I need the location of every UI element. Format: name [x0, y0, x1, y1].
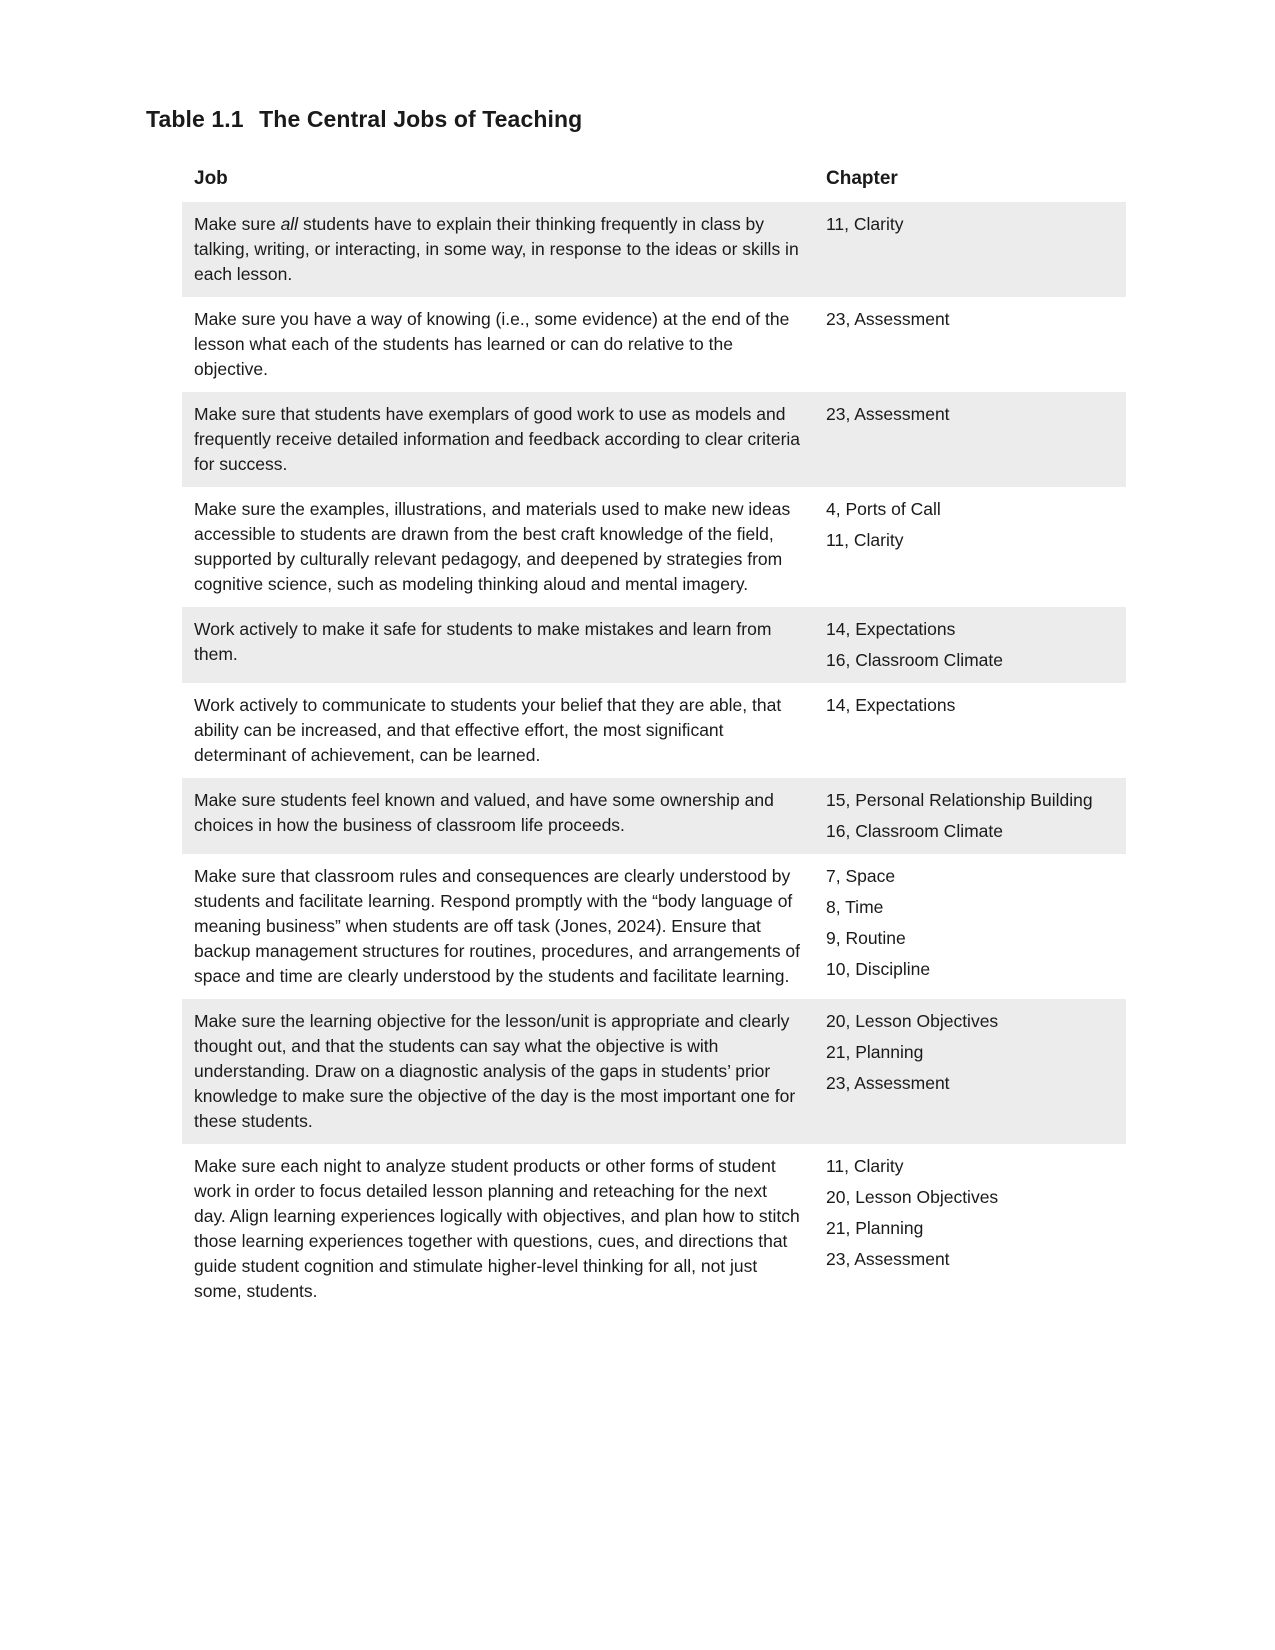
job-cell: Make sure that classroom rules and consequences are clearly understood by students and facilitate learning. Respond promptly with the “body language of meaning business” when students are off task (Jones, 2024). Ensure that backup management structures for routines, procedures, and arrangements of space and time are clearly understood by the students and facilitate learning.	[194, 866, 801, 986]
table-row	[182, 999, 1126, 1144]
chapter-cell	[814, 607, 1126, 683]
chapter-ref: 11, Clarity	[826, 1156, 904, 1176]
chapter-ref: 20, Lesson Objectives	[826, 1187, 999, 1207]
table-row	[182, 297, 1126, 392]
table-row	[182, 854, 1126, 999]
job-cell: Make sure each night to analyze student products or other forms of student work in order to focus detailed lesson planning and reteaching for the next day. Align learning experiences logically with objectives, and plan how to stitch those learning experiences together with questions, cues, and directions that guide student cognition and stimulate higher-level thinking for all, not just some, students.	[194, 1156, 800, 1301]
chapter-ref: 14, Expectations	[826, 619, 956, 639]
chapter-cell	[814, 487, 1126, 607]
job-text: Make sure	[194, 214, 281, 234]
chapter-ref: 21, Planning	[826, 1042, 924, 1062]
job-cell: Make sure the examples, illustrations, and materials used to make new ideas accessible to students are drawn from the best craft knowledge of the field, supported by culturally relevant pedagogy, and deepened by strategies from cognitive science, such as modeling thinking aloud and mental imagery.	[194, 499, 791, 594]
chapter-ref: 11, Clarity	[826, 530, 904, 550]
job-text: students have to explain their thinking frequently in class by talking, writing, or interacting, in some way, in response to the ideas or skills in each lesson.	[194, 214, 799, 284]
chapter-ref: 23, Assessment	[826, 1249, 950, 1269]
chapter-column-header: Chapter	[826, 168, 898, 189]
chapter-cell	[814, 1144, 1126, 1314]
chapter-ref: 23, Assessment	[826, 1073, 950, 1093]
chapter-ref: 10, Discipline	[826, 959, 931, 979]
chapter-ref: 16, Classroom Climate	[826, 650, 1003, 670]
chapter-ref: 7, Space	[826, 866, 896, 886]
table-row	[182, 778, 1126, 854]
chapter-ref: 20, Lesson Objectives	[826, 1011, 999, 1031]
job-cell	[182, 202, 814, 297]
chapter-cell	[814, 202, 1126, 297]
job-cell: Make sure the learning objective for the lesson/unit is appropriate and clearly thought out, and that the students can say what the objective is with understanding. Draw on a diagnostic analysis of the gaps in students’ prior knowledge to make sure the objective of the day is the most important one for these students.	[182, 999, 814, 1144]
job-cell: Work actively to make it safe for students to make mistakes and learn from them.	[182, 607, 814, 683]
job-cell: Make sure students feel known and valued, and have some ownership and choices in how the business of classroom life proceeds.	[182, 778, 814, 854]
chapter-ref: 11, Clarity	[826, 214, 904, 234]
chapter-ref: 23, Assessment	[826, 309, 950, 329]
table-row	[182, 202, 1126, 297]
chapter-ref: 8, Time	[826, 897, 884, 917]
table-row	[182, 392, 1126, 487]
chapter-ref: 4, Ports of Call	[826, 499, 941, 519]
table-row	[182, 1144, 1126, 1314]
table-row	[182, 607, 1126, 683]
job-cell: Work actively to communicate to students your belief that they are able, that ability can be increased, and that effective effort, the most significant determinant of achievement, can be learned.	[194, 695, 782, 765]
chapter-ref: 15, Personal Relationship Building	[826, 790, 1093, 810]
table-row	[182, 683, 1126, 778]
chapter-ref: 21, Planning	[826, 1218, 924, 1238]
chapter-cell	[814, 392, 1126, 487]
table-row	[182, 487, 1126, 607]
chapter-ref: 14, Expectations	[826, 695, 956, 715]
central-jobs-table	[182, 160, 1126, 1314]
table-header-row	[182, 160, 1126, 202]
job-text-emphasis: all	[280, 214, 299, 234]
chapter-ref: 9, Routine	[826, 928, 906, 948]
chapter-cell	[814, 778, 1126, 854]
table-number: Table 1.1	[146, 106, 244, 132]
chapter-cell	[814, 999, 1126, 1144]
chapter-cell	[814, 683, 1126, 778]
job-column-header: Job	[194, 168, 228, 189]
chapter-cell	[814, 854, 1126, 999]
table-title	[146, 106, 582, 133]
chapter-ref: 16, Classroom Climate	[826, 821, 1003, 841]
job-cell: Make sure that students have exemplars of good work to use as models and frequently receive detailed information and feedback according to clear criteria for success.	[182, 392, 814, 487]
table-title-text: The Central Jobs of Teaching	[259, 106, 583, 132]
chapter-cell	[814, 297, 1126, 392]
chapter-ref: 23, Assessment	[826, 404, 950, 424]
job-cell: Make sure you have a way of knowing (i.e., some evidence) at the end of the lesson what each of the students has learned or can do relative to the objective.	[194, 309, 790, 379]
